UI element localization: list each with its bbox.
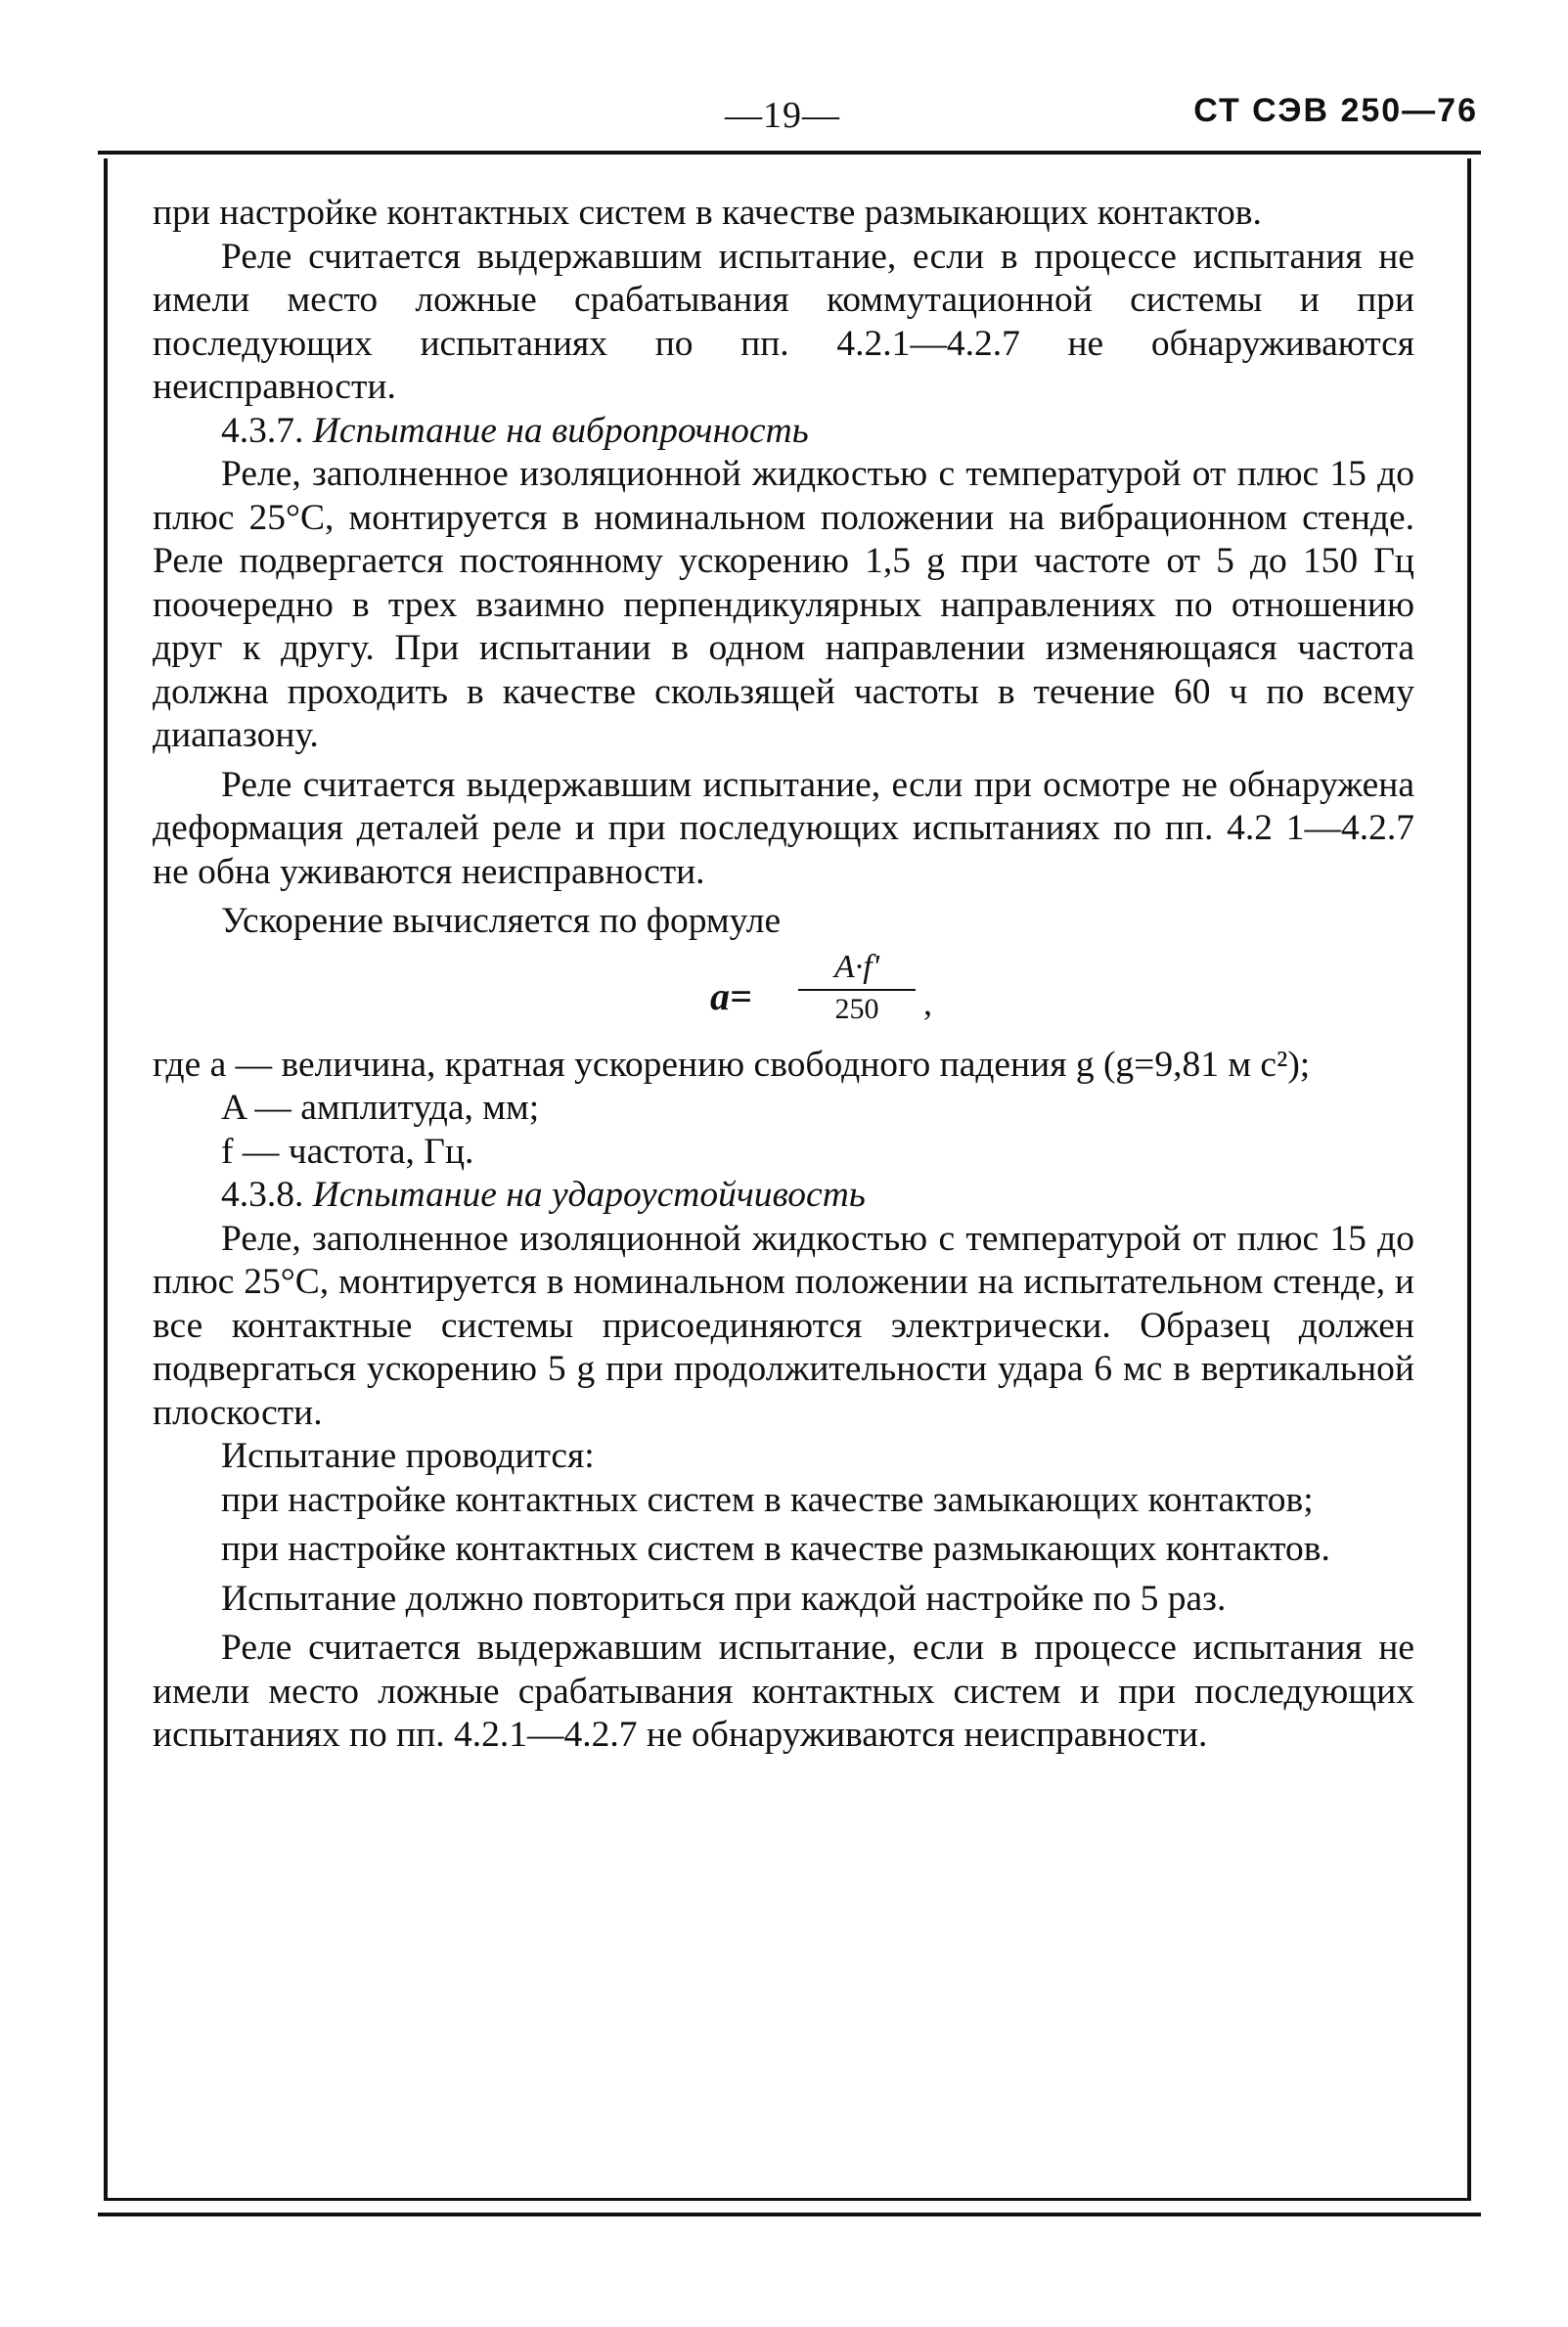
paragraph: Реле, заполненное изоляционной жидкостью с температурой от плюс 15 до плюс 25°С, монтируется в номинальном положении на испытательном стенде, и все контактные системы присоединяются электрически. Образец должен подвергаться ускорению 5 g при продолжительности удара 6 мс в вертикальной плоскости. [153,1218,1414,1433]
paragraph: при настройке контактных систем в качестве замыкающих контактов; [221,1479,1314,1520]
formula-denominator: 250 [834,992,879,1025]
paragraph: Реле считается выдержавшим испытание, если при осмотре не обнаружена деформация деталей реле и при последующих испытаниях по пп. 4.2 1—4.2.7 не обна уживаются неисправности. [153,764,1414,892]
paragraph: при настройке контактных систем в качестве размыкающих контактов. [153,193,1262,233]
top-rule [98,151,1481,155]
formula-tail: , [923,982,932,1022]
definition-line: где a — величина, кратная ускорению свободного падения g (g=9,81 м с²); [153,1044,1311,1085]
body-text [153,192,1414,1758]
acceleration-formula [153,948,1414,1042]
document-code: СТ СЭВ 250—76 [1193,92,1478,129]
paragraph: Реле, заполненное изоляционной жидкостью с температурой от плюс 15 до плюс 25°С, монтируется в номинальном положении на вибрационном стенде. Реле подвергается постоянному ускорению 1,5 g при частоте от 5 до 150 Гц поочередно в трех взаимно перпендикулярных направлениях по отношению друг к другу. При испытании в одном направлении изменяющаяся частота должна проходить в качестве скользящей частоты в течение 60 ч по всему диапазону. [153,454,1414,755]
section-title: Испытание на вибропрочность [312,410,809,451]
definition-line: A — амплитуда, мм; [221,1088,540,1128]
page-number: —19— [725,95,840,136]
paragraph: Реле считается выдержавшим испытание, если в процессе испытания не имели место ложные срабатывания коммутационной системы и при последующих испытаниях по пп. 4.2.1—4.2.7 не обнаруживаются неисправности. [153,236,1414,407]
section-heading-4-3-8 [153,1174,1414,1218]
section-number: 4.3.7. [221,410,304,451]
formula-lhs: a= [710,973,752,1018]
paragraph: Реле считается выдержавшим испытание, если в процессе испытания не имели место ложные срабатывания контактных систем и при последующих испытаниях по пп. 4.2.1—4.2.7 не обнаруживаются неисправности. [153,1628,1414,1755]
section-number: 4.3.8. [221,1175,304,1215]
section-heading-4-3-7 [153,410,1414,454]
section-title: Испытание на удароустойчивость [312,1175,866,1215]
formula-numerator: A·f' [834,948,879,985]
paragraph: Ускорение вычисляется по формуле [221,901,782,941]
paragraph: Испытание должно повториться при каждой настройке по 5 раз. [221,1578,1227,1619]
formula-fraction [798,948,916,1028]
bottom-rule [98,2213,1481,2216]
paragraph: при настройке контактных систем в качестве размыкающих контактов. [221,1529,1330,1569]
paragraph: Испытание проводится: [221,1436,595,1476]
definition-line: f — частота, Гц. [221,1131,474,1172]
